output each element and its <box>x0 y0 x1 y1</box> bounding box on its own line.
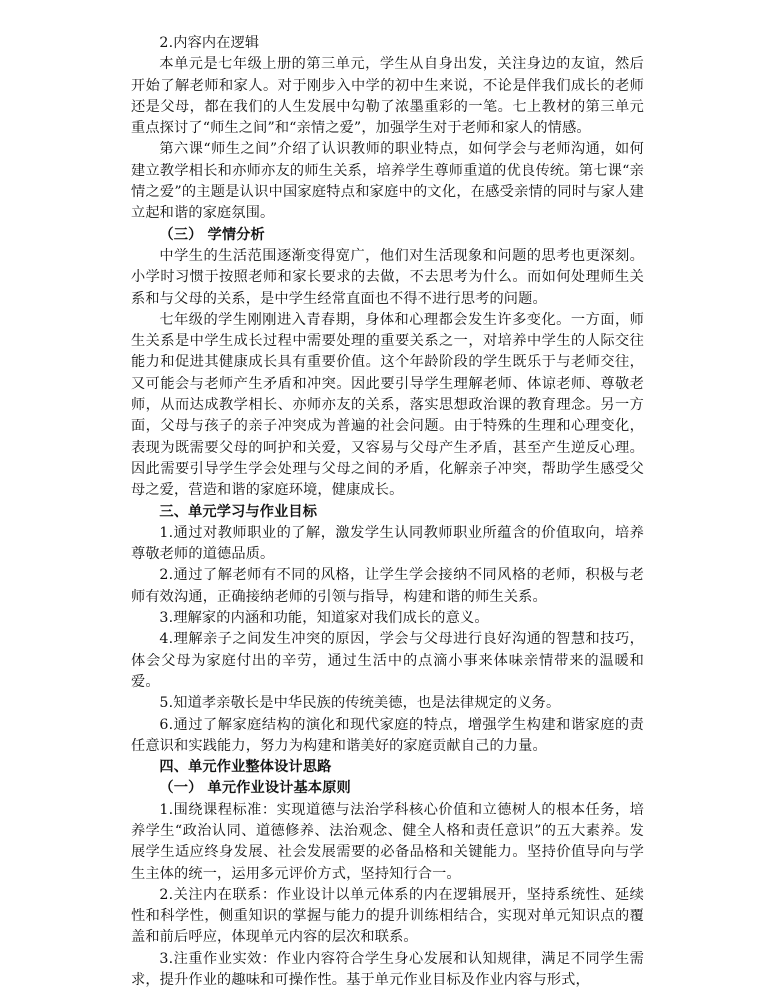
list-item: 6.通过了解家庭结构的演化和现代家庭的特点，增强学生构建和谐家庭的责任意识和实践能力，努力为构建和谐美好的家庭贡献自己的力量。 <box>131 716 644 754</box>
list-item: 2.关注内在联系：作业设计以单元体系的内在逻辑展开，坚持系统性、延续性和科学性，侧重知识的掌握与能力的提升训练相结合，实现对单元知识点的覆盖和前后呼应，体现单元内容的层次和联系。 <box>131 886 644 946</box>
section-heading-content-logic: 2.内容内在逻辑 <box>159 35 260 51</box>
list-item: 4.理解亲子之间发生冲突的原因，学会与父母进行良好沟通的智慧和技巧，体会父母为家庭付出的辛劳，通过生活中的点滴小事来体味亲情带来的温暖和爱。 <box>131 631 644 690</box>
sub-heading-design-principles: （一） 单元作业设计基本原则 <box>159 780 351 797</box>
paragraph: 中学生的生活范围逐渐变得宽广，他们对生活现象和问题的思考也更深刻。小学时习惯于按照老师和家长要求的去做，不去思考为什么。而如何处理师生关系和与父母的关系，是中学生经常直面也不得不进行思考的问题。 <box>131 247 644 307</box>
list-item: 1.通过对教师职业的了解，激发学生认同教师职业所蕴含的价值取向，培养尊敬老师的道德品质。 <box>131 524 644 563</box>
paragraph: 第六课“师生之间”介绍了认识教师的职业特点，如何学会与老师沟通，如何建立教学相长和亦师亦友的师生关系，培养学生尊师重道的优良传统。第七课“亲情之爱”的主题是认识中国家庭特点和家庭中的文化，在感受亲情的同时与家人建立起和谐的家庭氛围。 <box>131 141 644 222</box>
section-heading-design-ideas: 四、单元作业整体设计思路 <box>159 759 332 776</box>
list-item: 1.围绕课程标准：实现道德与法治学科核心价值和立德树人的根本任务，培养学生“政治认同、道德修养、法治观念、健全人格和责任意识”的五大素养。发展学生适应终身发展、社会发展需要的必备品格和关键能力。坚持价值导向与学生主体的统一，运用多元评价方式，坚持知行合一。 <box>131 801 644 882</box>
document-page <box>131 33 644 991</box>
paragraph: 七年级的学生刚刚进入青春期，身体和心理都会发生许多变化。一方面，师生关系是中学生成长过程中需要处理的重要关系之一，对培养中学生的人际交往能力和促进其健康成长具有重要价值。这个年龄阶段的学生既乐于与老师交往，又可能会与老师产生矛盾和冲突。因此要引导学生理解老师、体谅老师、尊敬老师，从而达成教学相长、亦师亦友的关系，落实思想政治课的教育理念。另一方面，父母与孩子的亲子冲突成为普遍的社会问题。由于特殊的生理和心理变化，表现为既需要父母的呵护和关爱，又容易与父母产生矛盾，甚至产生逆反心理。因此需要引导学生学会处理与父母之间的矛盾，化解亲子冲突，帮助学生感受父母之爱，营造和谐的家庭环境，健康成长。 <box>131 311 644 499</box>
list-item: 5.知道孝亲敬长是中华民族的传统美德，也是法律规定的义务。 <box>159 695 561 712</box>
paragraph: 本单元是七年级上册的第三单元，学生从自身出发，关注身边的友谊，然后开始了解老师和家人。对于刚步入中学的初中生来说，不论是伴我们成长的老师还是父母，都在我们的人生发展中勾勒了浓墨重彩的一笔。七上教材的第三单元重点探讨了“师生之间”和“亲情之爱”，加强学生对于老师和家人的情感。 <box>131 56 644 137</box>
list-item: 3.注重作业实效：作业内容符合学生身心发展和认知规律，满足不同学生需求，提升作业的趣味和可操作性。基于单元作业目标及作业内容与形式， <box>131 950 644 989</box>
list-item: 3.理解家的内涵和功能，知道家对我们成长的意义。 <box>159 610 489 627</box>
section-heading-learning-goals: 三、单元学习与作业目标 <box>159 503 318 520</box>
section-heading-learning-analysis: （三） 学情分析 <box>159 226 265 243</box>
list-item: 2.通过了解老师有不同的风格，让学生学会接纳不同风格的老师，积极与老师有效沟通，正确接纳老师的引领与指导，构建和谐的师生关系。 <box>131 567 644 605</box>
